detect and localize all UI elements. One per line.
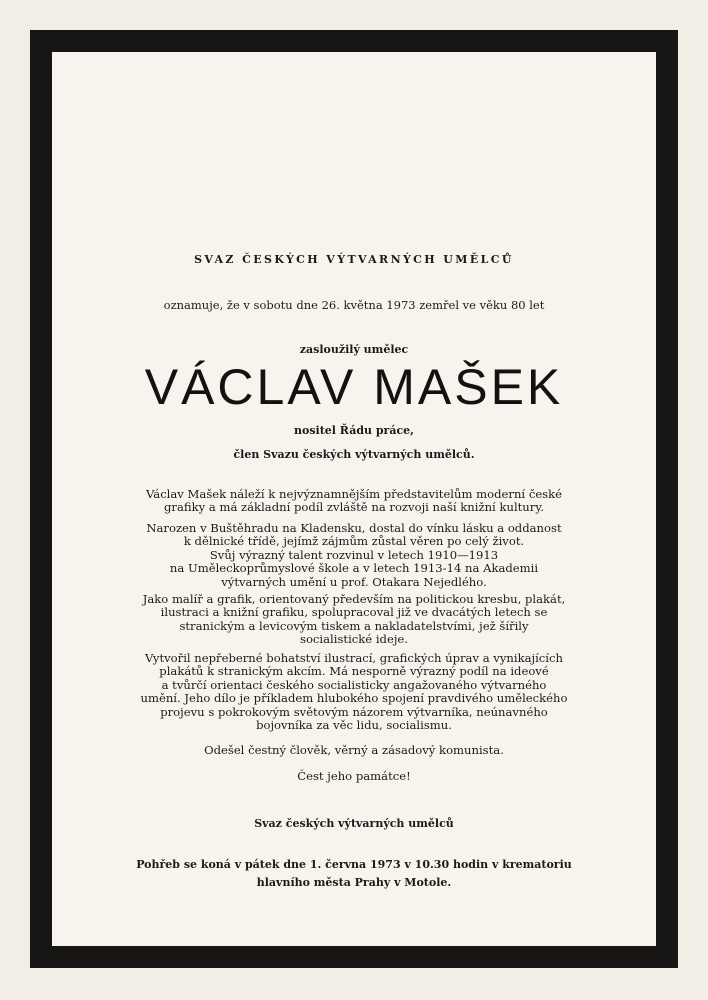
- text-line: a tvůrčí orientaci českého socialisticky angažovaného výtvarného: [161, 677, 547, 692]
- text-line: ilustraci a knižní grafiku, spolupracoval již ve dvacátých letech se: [160, 605, 548, 620]
- text-line: na Uměleckoprůmyslové škole a v letech 1913-14 na Akademii: [169, 561, 539, 576]
- honorific-title: zasloužilý umělec: [299, 343, 409, 356]
- deceased-name: VÁCLAV MAŠEK: [144, 359, 564, 415]
- text-line: Čest jeho památce!: [297, 769, 411, 783]
- text-line: bojovníka za věc lidu, socialismu.: [256, 718, 452, 733]
- text-line: Narozen v Buštěhradu na Kladensku, dostal do vínku lásku a oddanost: [146, 521, 562, 535]
- printer-imprint: St 04/07 Praha 2, Lípová 6: [298, 951, 410, 959]
- text-line: Jako malíř a grafik, orientovaný především na politickou kresbu, plakát,: [142, 592, 566, 606]
- title-order-of-labour: nositel Řádu práce,: [294, 424, 414, 437]
- organization-header: SVAZ ČESKÝCH VÝTVARNÝCH UMĚLCŮ: [194, 253, 514, 266]
- paragraph-tribute: [52, 770, 656, 783]
- text-line: Svůj výrazný talent rozvinul v letech 1910—1913: [209, 547, 499, 562]
- text-line: grafiky a má základní podíl zvláště na rozvoji naší knižní kultury.: [163, 500, 545, 515]
- title-union-member: člen Svazu českých výtvarných umělců.: [233, 448, 475, 461]
- announcement-line: oznamuje, že v sobotu dne 26. května 1973 zemřel ve věku 80 let: [163, 298, 545, 312]
- text-line: socialistické ideje.: [300, 632, 408, 647]
- signature-organization: Svaz českých výtvarných umělců: [254, 817, 454, 830]
- text-line: umění. Jeho dílo je příkladem hlubokého spojení pravdivého uměleckého: [140, 691, 568, 706]
- text-line: plakátů k stranickým akcím. Má nesporně výrazný podíl na ideové: [159, 664, 549, 679]
- paragraph-biography: [52, 522, 656, 589]
- paragraph-farewell: [52, 744, 656, 757]
- paragraph-significance: [52, 488, 656, 515]
- text-line: Václav Mašek náleží k nejvýznamnějším představitelům moderní české: [145, 487, 563, 501]
- text-line: Odešel čestný člověk, věrný a zásadový komunista.: [204, 743, 504, 757]
- paragraph-career: [52, 593, 656, 647]
- text-line: hlavního města Prahy v Motole.: [256, 876, 452, 889]
- text-line: stranickým a levicovým tiskem a nakladatelstvími, jež šířily: [179, 618, 529, 633]
- text-line: Vytvořil nepřeberné bohatství ilustrací, grafických úprav a vynikajících: [145, 651, 563, 665]
- text-line: Pohřeb se koná v pátek dne 1. června 1973 v 10.30 hodin v krematoriu: [136, 858, 572, 871]
- funeral-details: [52, 856, 656, 892]
- text-line: k dělnické třídě, jejímž zájmům zůstal věren po celý život.: [183, 534, 525, 549]
- text-line: výtvarných umění u prof. Otakara Nejedlého.: [221, 574, 487, 589]
- notice-panel: [52, 52, 656, 959]
- text-line: projevu s pokrokovým světovým názorem výtvarníka, neúnavného: [160, 704, 548, 719]
- paragraph-legacy: [52, 652, 656, 732]
- mourning-border: [30, 30, 678, 968]
